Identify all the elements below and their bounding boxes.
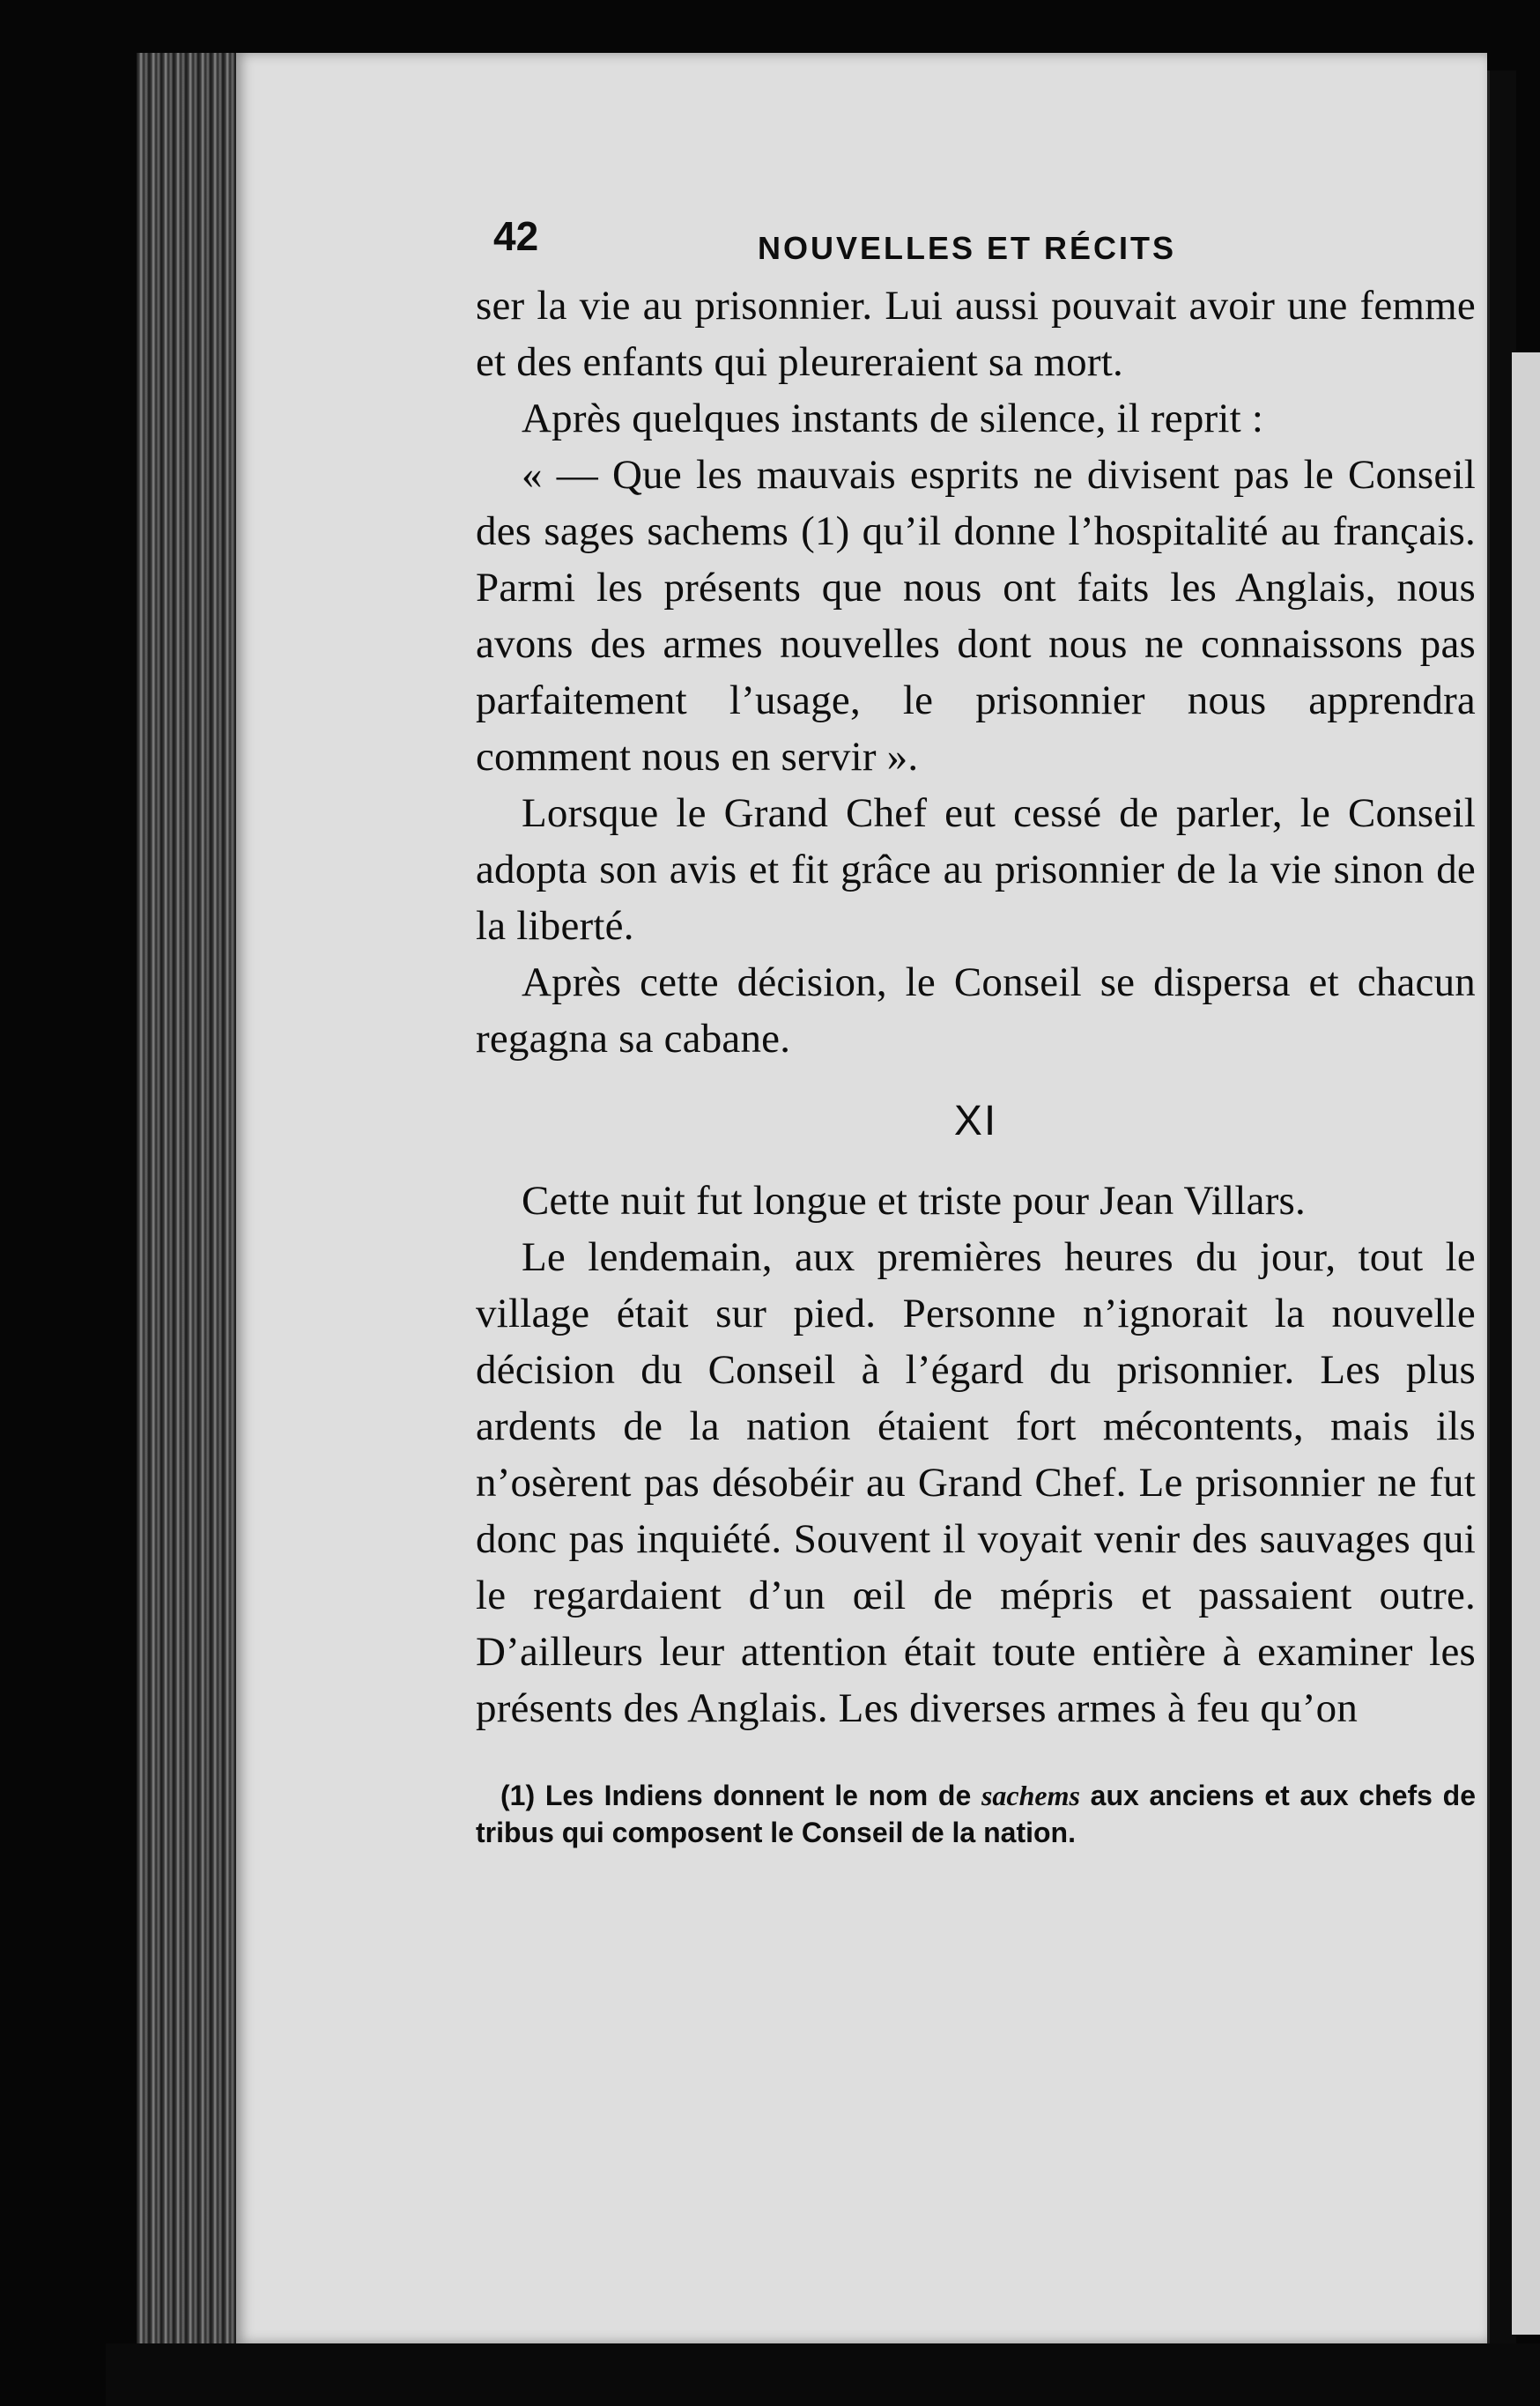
footnote-emphasis: sachems	[981, 1780, 1080, 1811]
footnote-marker: (1)	[500, 1780, 536, 1811]
body-text	[476, 278, 1476, 1736]
paragraph: Après cette décision, le Conseil se dispersa et chacun regagna sa cabane.	[476, 959, 1476, 1062]
paragraph: Lorsque le Grand Chef eut cessé de parler, le Conseil adopta son avis et fit grâce au prisonnier de la vie sinon de la liberté.	[476, 790, 1476, 949]
text-block	[476, 198, 1476, 1851]
paragraph: Le lendemain, aux premières heures du jour, tout le village était sur pied. Personne n’ignorait la nouvelle décision du Conseil à l’égard du prisonnier. Les plus ardents de la nation étaient fort mécontents, mais ils n’osèrent pas désobéir au Grand Chef. Le prisonnier ne fut donc pas inquiété. Souvent il voyait venir des sauvages qui le regardaient d’un œil de mépris et passaient outre. D’ailleurs leur attention était toute entière à examiner les présents des Anglais. Les diverses armes à feu qu’on	[476, 1234, 1476, 1731]
footnote-text-end: aux anciens et aux chefs de tribus qui composent le Conseil de la nation.	[476, 1780, 1477, 1848]
scan-bottom-border	[106, 2343, 1540, 2406]
book-spine	[137, 53, 251, 2343]
footnote	[476, 1777, 1476, 1851]
running-title: NOUVELLES ET RÉCITS	[758, 230, 1177, 266]
paragraph: Après quelques instants de silence, il reprit :	[522, 396, 1264, 441]
footnote-text-start: Les Indiens donnent le nom de	[544, 1780, 972, 1811]
paragraph: « — Que les mauvais esprits ne divisent pas le Conseil des sages sachems (1) qu’il donne l’hospitalité au français. Parmi les présents que nous ont faits les Anglais, nous avons des armes nouvelles dont nous ne connaissons pas parfaitement l’usage, le prisonnier nous apprendra comment nous en servir ».	[476, 452, 1476, 780]
chapter-heading: XI	[953, 1098, 998, 1144]
page-number: 42	[493, 213, 539, 259]
paragraph: Cette nuit fut longue et triste pour Jean Villars.	[522, 1178, 1306, 1224]
running-head	[476, 198, 1476, 278]
facing-page-edge	[1512, 352, 1540, 2335]
paragraph: ser la vie au prisonnier. Lui aussi pouvait avoir une femme et des enfants qui pleureraient sa mort.	[476, 283, 1476, 385]
